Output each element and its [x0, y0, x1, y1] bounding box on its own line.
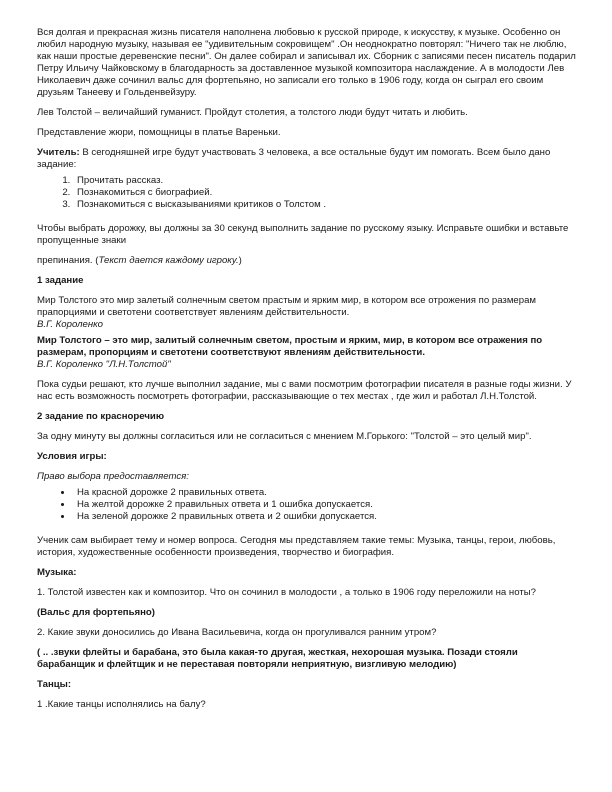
spacer: [37, 523, 576, 535]
spacer: [37, 211, 576, 223]
task2-heading: 2 задание по красноречию: [37, 411, 165, 422]
task1-answer-author: В.Г. Короленко "Л.Н.Толстой": [37, 359, 171, 370]
punctuation-prefix: препинания. (: [37, 255, 99, 266]
condition-item: • На красной дорожке 2 правильных ответа.: [73, 487, 576, 499]
task1-heading: 1 задание: [37, 275, 84, 286]
music-heading: Музыка:: [37, 567, 77, 578]
punctuation-note: Текст дается каждому игроку.: [98, 255, 239, 266]
conditions-list: [37, 487, 576, 523]
dances-question-1: 1 .Какие танцы исполнялись на балу?: [37, 699, 206, 710]
punctuation-suffix: ): [238, 255, 242, 266]
music-question-2: 2. Какие звуки доносились до Ивана Васильевича, когда он прогуливался ранним утром?: [37, 627, 437, 638]
jury-paragraph: Представление жюри, помощницы в платье Вареньки.: [37, 127, 281, 138]
music-answer-1: (Вальс для фортепьяно): [37, 607, 155, 618]
condition-item: • На желтой дорожке 2 правильных ответа и 1 ошибка допускается.: [73, 499, 576, 511]
task-item: 1. Прочитать рассказ.: [73, 175, 576, 187]
teacher-label: Учитель:: [37, 147, 80, 158]
choose-path-paragraph: Чтобы выбрать дорожку, вы должны за 30 секунд выполнить задание по русскому языку. Исправьте ошибки и вставьте пропущенные знаки: [37, 223, 569, 246]
task-item: 3. Познакомиться с высказываниями критиков о Толстом .: [73, 199, 576, 211]
task1-author: В.Г. Короленко: [37, 319, 103, 330]
task-list: [37, 175, 576, 211]
conditions-heading: Условия игры:: [37, 451, 107, 462]
conditions-intro: Право выбора предоставляется:: [37, 471, 189, 482]
teacher-text: В сегодняшней игре будут участвовать 3 человека, а все остальные будут им помогать. Всем было дано задание:: [37, 147, 551, 170]
humanist-paragraph: Лев Толстой – величайший гуманист. Пройдут столетия, а толстого люди будут читать и любить.: [37, 107, 468, 118]
task2-text: За одну минуту вы должны согласиться или не согласиться с мнением М.Горького: "Толстой – это целый мир".: [37, 431, 532, 442]
dances-heading: Танцы:: [37, 679, 72, 690]
task-item: 2. Познакомиться с биографией.: [73, 187, 576, 199]
music-question-1: 1. Толстой известен как и композитор. Что он сочинил в молодости , а только в 1906 году переложили на ноты?: [37, 587, 536, 598]
intro-paragraph: Вся долгая и прекрасная жизнь писателя наполнена любовью к русской природе, к искусству, к музыке. Особенно он любил народную музыку, называя ее "удивительным сокровищем" .Он неоднократно повторял: "Ничего так не люблю, как наши простые деревенские песни". Он далее собирал и записывал их. Сборник с записями песен писатель подарил Петру Ильичу Чайковскому в благодарность за доставленное музыкой композитора наслаждение. А в молодости Лев Николаевич даже сочинил вальс для фортепьяно, но записали его только в 1906 году, когда он сыграл его своим друзьям Танееву и Гольденвейзуру.: [37, 27, 576, 98]
topics-paragraph: Ученик сам выбирает тему и номер вопроса. Сегодня мы представляем такие темы: Музыка, танцы, герои, любовь, история, художественные особенности произведения, творчество и биография.: [37, 535, 556, 558]
photos-paragraph: Пока судьи решают, кто лучше выполнил задание, мы с вами посмотрим фотографии писателя в разные годы жизни. У нас есть возможность посмотреть фотографии, рассказывающие о тех местах , где жил и работал Л.Н.Толстой.: [37, 379, 572, 402]
music-answer-2: ( .. .звуки флейты и барабана, это была какая-то другая, жесткая, нехорошая музыка. Позади стояли барабанщик и флейтщик и не переставая повторяли неприятную, визгливую мелодию): [37, 647, 518, 670]
teacher-paragraph: [37, 147, 576, 171]
task1-answer: Мир Толстого – это мир, залитый солнечным светом, простым и ярким, мир, в котором все отражения по размерам, пропорциям и светотени соответствуют явлениям действительности.: [37, 335, 543, 358]
punctuation-paragraph: [37, 255, 576, 267]
condition-item: • На зеленой дорожке 2 правильных ответа и 2 ошибки допускается.: [73, 511, 576, 523]
task1-text: Мир Толстого это мир залетый солнечным светом прастым и ярким мир, в котором все отрожения по размерам прапорциями и светотени соответствует явлениям действительности.: [37, 295, 537, 318]
